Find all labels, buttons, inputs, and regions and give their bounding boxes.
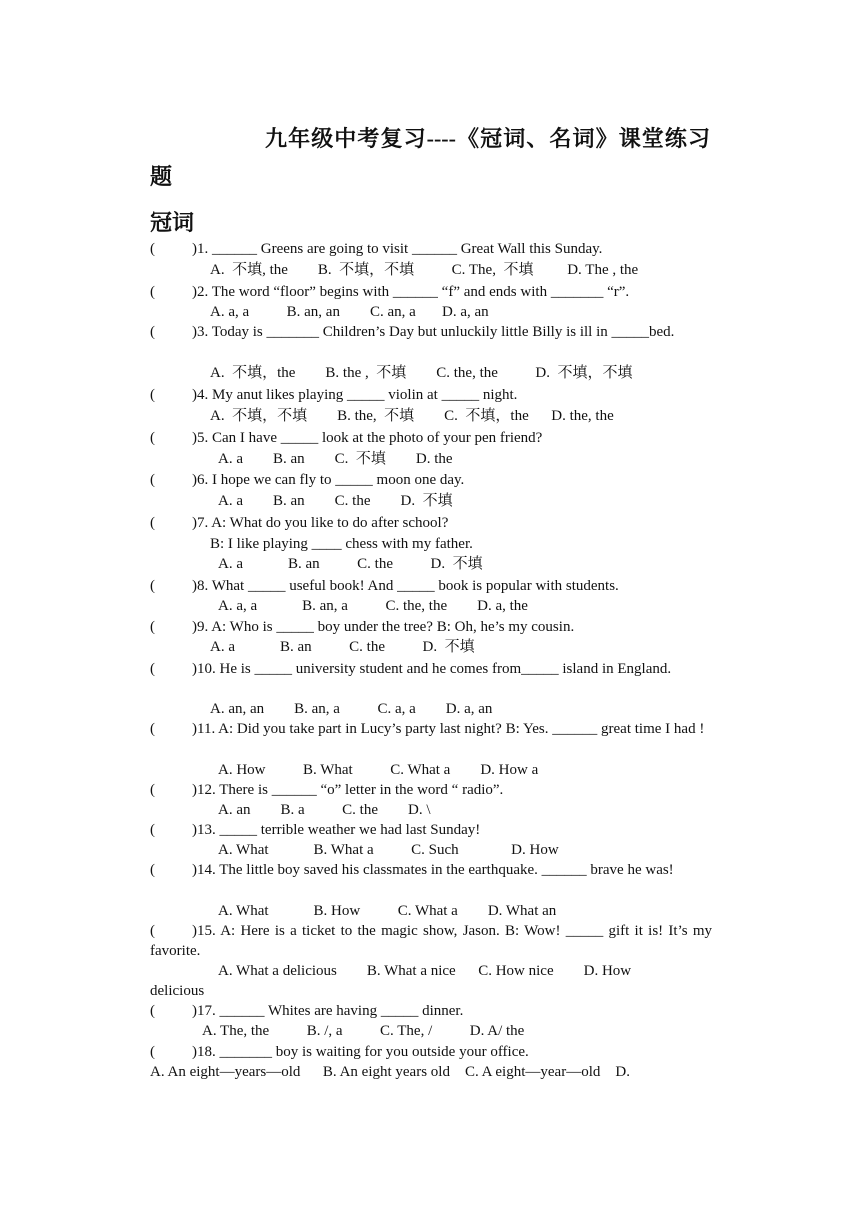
question-6: ( )6. I hope we can fly to _____ moon one day.: [150, 472, 465, 488]
question-14: ( )14. The little boy saved his classmates in the earthquake. ______ brave he was!: [150, 862, 674, 878]
question-stem: A: What do you like to do after school?: [211, 515, 449, 531]
question-2: ( )2. The word “floor” begins with ______ “f” and ends with _______ “r”.: [150, 284, 630, 300]
question-stem: There is ______ “o” letter in the word “ radio”.: [219, 782, 504, 798]
question-12-options: A. an B. a C. the D. \: [218, 802, 431, 818]
question-7: ( )7. A: What do you like to do after school?: [150, 515, 449, 531]
question-14-options: A. What B. How C. What a D. What an: [218, 903, 557, 919]
question-17: ( )17. ______ Whites are having _____ dinner.: [150, 1003, 464, 1019]
question-13-options: A. What B. What a C. Such D. How: [218, 842, 559, 858]
question-15-options-line2: delicious: [150, 983, 205, 999]
question-11-options: A. How B. What C. What a D. How a: [218, 762, 539, 778]
question-stem: A: Did you take part in Lucy’s party last night? B: Yes. ______ great time I had !: [218, 721, 705, 737]
question-17-options: A. The, the B. /, a C. The, / D. A/ the: [202, 1023, 525, 1039]
question-stem: _____ terrible weather we had last Sunday!: [219, 822, 481, 838]
question-stem: Can I have _____ look at the photo of your pen friend?: [212, 430, 543, 446]
question-13: ( )13. _____ terrible weather we had last Sunday!: [150, 822, 481, 838]
question-stem: What _____ useful book! And _____ book is popular with students.: [211, 578, 619, 594]
question-4: ( )4. My anut likes playing _____ violin at _____ night.: [150, 387, 518, 403]
question-8-options: A. a, a B. an, a C. the, the D. a, the: [218, 598, 528, 614]
question-stem: He is _____ university student and he comes from_____ island in England.: [219, 661, 672, 677]
question-3-options: A. 不填，the B. the , 不填 C. the, the D. 不填，不填: [210, 365, 633, 381]
question-stem: The little boy saved his classmates in the earthquake. ______ brave he was!: [219, 862, 674, 878]
question-2-options: A. a, a B. an, an C. an, a D. a, an: [210, 304, 489, 320]
question-10: ( )10. He is _____ university student and he comes from_____ island in England.: [150, 661, 672, 677]
section-heading: 冠词: [150, 210, 195, 235]
question-15-options: A. What a delicious B. What a nice C. How nice D. How: [218, 963, 632, 979]
question-stem: ______ Whites are having _____ dinner.: [219, 1003, 464, 1019]
question-stem: _______ boy is waiting for you outside your office.: [219, 1044, 529, 1060]
question-12: ( )12. There is ______ “o” letter in the word “ radio”.: [150, 782, 504, 798]
question-stem: My anut likes playing _____ violin at _____ night.: [212, 387, 518, 403]
question-7-options: A. a B. an C. the D. 不填: [218, 556, 483, 572]
question-5-options: A. a B. an C. 不填 D. the: [218, 451, 453, 467]
question-9: ( )9. A: Who is _____ boy under the tree? B: Oh, he’s my cousin.: [150, 619, 575, 635]
question-18: ( )18. _______ boy is waiting for you outside your office.: [150, 1044, 529, 1060]
question-9-options: A. a B. an C. the D. 不填: [210, 639, 475, 655]
question-stem: A: Who is _____ boy under the tree? B: Oh, he’s my cousin.: [211, 619, 575, 635]
question-5: ( )5. Can I have _____ look at the photo of your pen friend?: [150, 430, 543, 446]
question-stem: Today is _______ Children’s Day but unluckily little Billy is ill in _____bed.: [211, 324, 675, 340]
question-10-options: A. an, an B. an, a C. a, a D. a, an: [210, 701, 493, 717]
question-11: ( )11. A: Did you take part in Lucy’s party last night? B: Yes. ______ great time I had !: [150, 721, 705, 737]
question-3: ( )3. Today is _______ Children’s Day but unluckily little Billy is ill in _____bed.: [150, 324, 675, 340]
question-stem: The word “floor” begins with ______ “f” and ends with _______ “r”.: [211, 284, 630, 300]
question-18-options: A. An eight—years—old B. An eight years old C. A eight—year—old D.: [150, 1064, 630, 1080]
question-7-stem-line2: B: I like playing ____ chess with my father.: [210, 536, 473, 552]
question-8: ( )8. What _____ useful book! And _____ book is popular with students.: [150, 578, 619, 594]
question-1: ( )1. ______ Greens are going to visit ______ Great Wall this Sunday.: [150, 241, 603, 257]
question-1-options: A. 不填, the B. 不填，不填 C. The, 不填 D. The , the: [210, 262, 639, 278]
question-15: ( )15. A: Here is a ticket to the magic show, Jason. B: Wow! _____ gift it is! It’s my favorite.: [150, 923, 712, 959]
question-stem: A: Here is a ticket to the magic show, Jason. B: Wow! _____ gift it is! It’s my favorite.: [150, 923, 712, 959]
question-stem: I hope we can fly to _____ moon one day.: [212, 472, 465, 488]
question-6-options: A. a B. an C. the D. 不填: [218, 493, 453, 509]
question-4-options: A. 不填，不填 B. the, 不填 C. 不填，the D. the, the: [210, 408, 614, 424]
question-stem: ______ Greens are going to visit ______ Great Wall this Sunday.: [212, 241, 603, 257]
page-title: 九年级中考复习----《冠词、名词》课堂练习题: [150, 126, 710, 189]
